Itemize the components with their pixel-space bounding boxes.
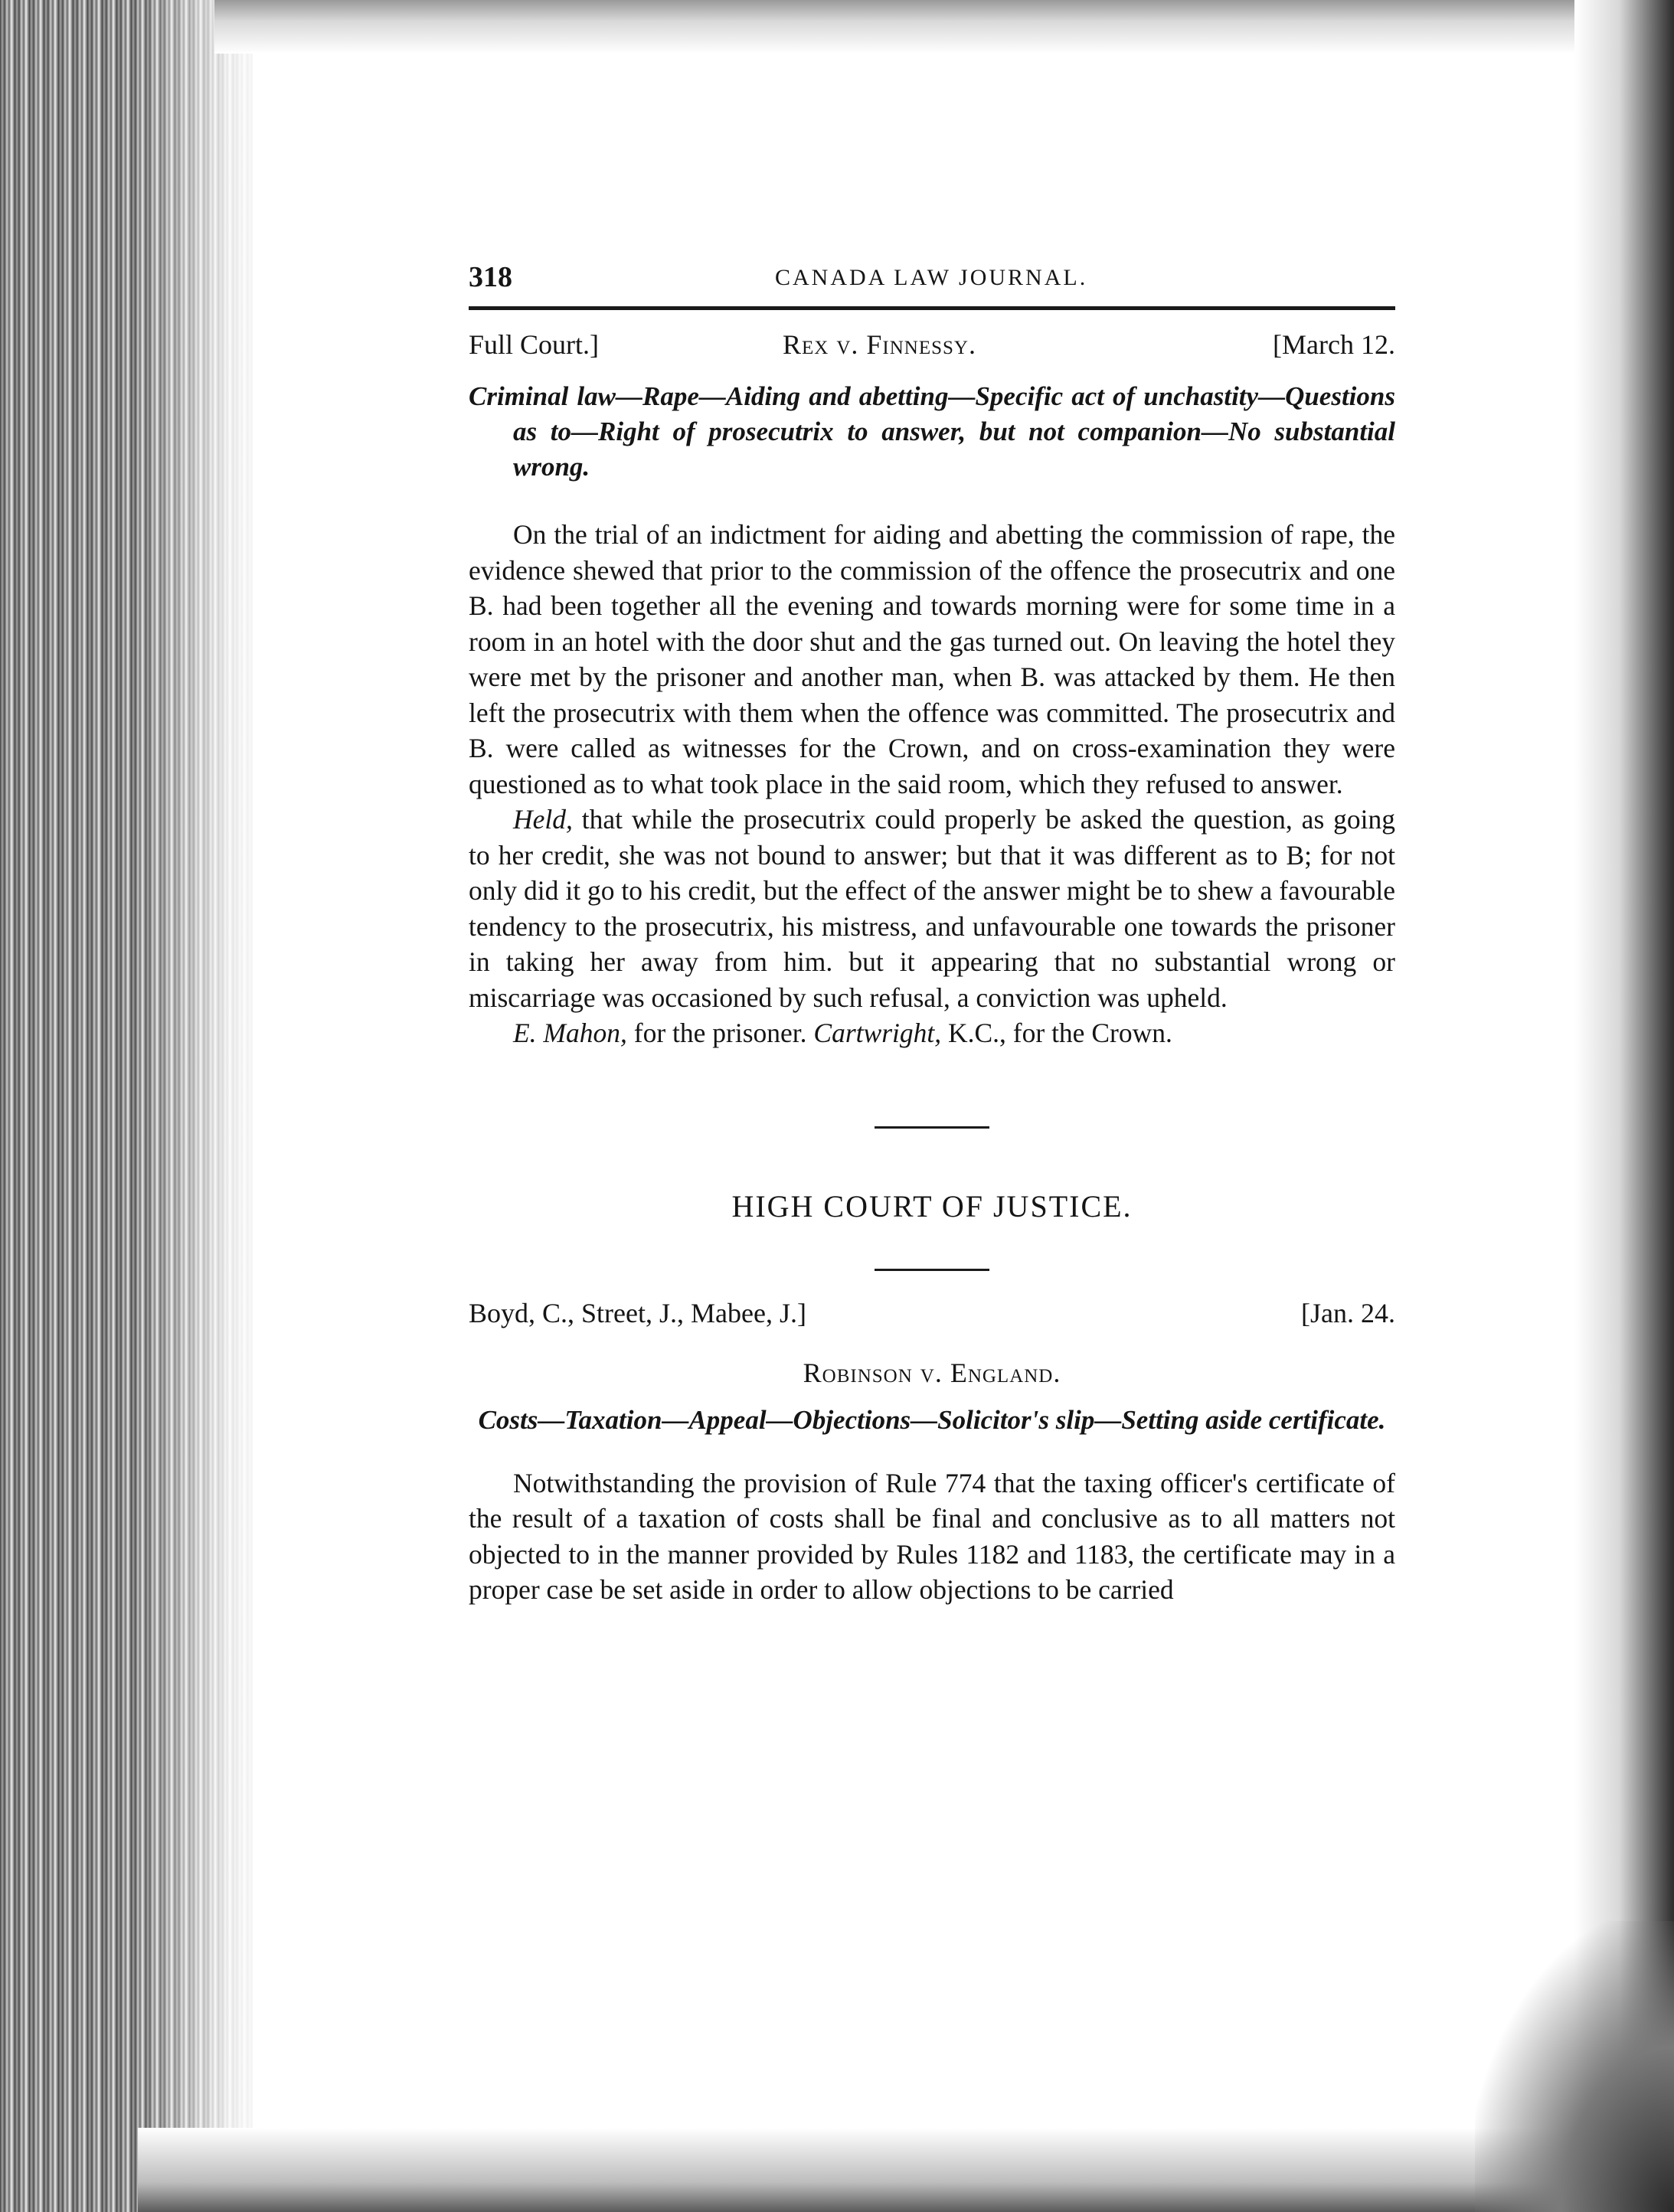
case2-date: [Jan. 24. <box>1301 1297 1395 1328</box>
held-word: Held, <box>513 804 573 835</box>
case2-text: Notwithstanding the provision of Rule 774 that the taxing officer's certificate of the result of a taxation of costs shall be final and conclusive as to all matters not objected to in the manner provided by Rules 1182 and 1183, the certificate may in a proper case be set aside in order to allow objections to be carried <box>469 1467 1395 1605</box>
case1-header <box>469 328 1395 368</box>
page-bottom-edge <box>138 2128 1631 2212</box>
header-rule <box>469 306 1395 310</box>
page-top-edge <box>214 0 1631 54</box>
case1-held <box>469 802 1395 1015</box>
section-divider <box>875 1126 989 1129</box>
page-corner-shadow <box>1475 1921 1674 2212</box>
counsel2-role: K.C., for the Crown. <box>947 1018 1172 1048</box>
running-head <box>469 260 1395 303</box>
case2-judges: Boyd, C., Street, J., Mabee, J.] <box>469 1297 806 1328</box>
case1-court: Full Court.] <box>469 329 600 360</box>
journal-title: CANADA LAW JOURNAL. <box>775 265 1088 290</box>
counsel1-role: for the prisoner. <box>633 1018 807 1048</box>
case1-facts: On the trial of an indictment for aiding and abetting the commission of rape, the evidence shewed that prior to the commission of the offence the prosecutrix and one B. had been together all the evening and towards morning were for some time in a room in an hotel with the door shut and the gas turned out. On leaving the hotel they were met by the prisoner and another man, when B. was attacked by them. He then left the prosecutrix with them when the offence was committed. The prosecutrix and B. were called as witnesses for the Crown, and on cross-examination they were questioned as to what took place in the said room, which they refused to answer. <box>469 519 1395 799</box>
case1-counsel <box>469 1015 1395 1051</box>
case2-catchwords: Costs—Taxation—Appeal—Objections—Solicitor's slip—Setting aside certificate. <box>478 1404 1386 1435</box>
case1-name: Rex v. Finnessy. <box>783 329 976 360</box>
counsel2-name: Cartwright, <box>813 1018 942 1048</box>
section-heading: HIGH COURT OF JUSTICE. <box>731 1188 1133 1224</box>
case2-name: Robinson v. England. <box>803 1357 1061 1388</box>
binding-fade <box>138 0 268 2212</box>
page-number: 318 <box>469 261 512 293</box>
case2-header <box>469 1297 1395 1337</box>
case1-date: [March 12. <box>1273 329 1395 360</box>
page-right-edge <box>1574 0 1674 2212</box>
counsel1-name: E. Mahon, <box>513 1018 627 1048</box>
section-heading-rule <box>875 1269 989 1271</box>
journal-page <box>469 260 1395 1608</box>
case1-catchwords: Criminal law—Rape—Aiding and abetting—Specific act of unchastity—Questions as to—Right of prosecutrix to answer, but not companion—No substantial wrong. <box>469 381 1395 482</box>
held-text: that while the prosecutrix could properly be asked the question, as going to her credit, she was not bound to answer; but that it was different as to B; for not only did it go to his credit, but the effect of the answer might be to shew a favourable tendency to the prosecutrix, his mistress, and unfavourable one towards the prisoner in taking her away from him. but it appearing that no substantial wrong or miscarriage was occasioned by such refusal, a conviction was upheld. <box>469 804 1395 1013</box>
